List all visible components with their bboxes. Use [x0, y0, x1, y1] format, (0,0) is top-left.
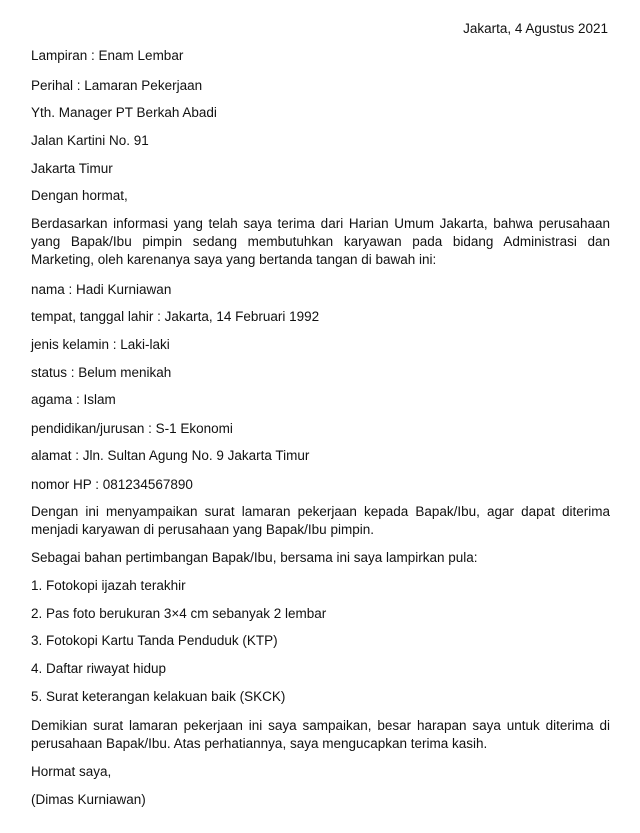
recipient-street: Jalan Kartini No. 91 — [31, 133, 149, 148]
attachment-item: 5. Surat keterangan kelakuan baik (SKCK) — [31, 689, 286, 704]
applicant-status: status : Belum menikah — [31, 365, 172, 380]
intro-paragraph: Berdasarkan informasi yang telah saya terima dari Harian Umum Jakarta, bahwa perusahaan yang Bapak/Ibu pimpin sedang membutuhkan karyawan pada bidang Administrasi dan Marketing, oleh karenanya saya yang bertanda tangan di bawah ini: — [31, 216, 610, 267]
applicant-alamat: alamat : Jln. Sultan Agung No. 9 Jakarta Timur — [31, 448, 310, 463]
perihal-line: Perihal : Lamaran Pekerjaan — [31, 78, 203, 93]
attachment-item: 3. Fotokopi Kartu Tanda Penduduk (KTP) — [31, 633, 278, 648]
lampiran-line: Lampiran : Enam Lembar — [31, 48, 184, 63]
attachment-item: 2. Pas foto berukuran 3×4 cm sebanyak 2 lembar — [31, 606, 327, 621]
attachments-intro: Sebagai bahan pertimbangan Bapak/Ibu, bersama ini saya lampirkan pula: — [31, 550, 478, 565]
recipient-city: Jakarta Timur — [31, 161, 113, 176]
applicant-hp: nomor HP : 081234567890 — [31, 477, 193, 492]
greeting: Dengan hormat, — [31, 188, 128, 203]
applicant-ttl: tempat, tanggal lahir : Jakarta, 14 Februari 1992 — [31, 309, 320, 324]
statement-paragraph: Dengan ini menyampaikan surat lamaran pekerjaan kepada Bapak/Ibu, agar dapat diterima menjadi karyawan di perusahaan yang Bapak/Ibu pimpin. — [31, 504, 610, 537]
attachment-item: 4. Daftar riwayat hidup — [31, 661, 167, 676]
sign-off: Hormat saya, — [31, 764, 112, 779]
applicant-pendidikan: pendidikan/jurusan : S-1 Ekonomi — [31, 421, 233, 436]
applicant-agama: agama : Islam — [31, 392, 116, 407]
applicant-nama: nama : Hadi Kurniawan — [31, 282, 172, 297]
signature-name: (Dimas Kurniawan) — [31, 792, 146, 807]
recipient-name: Yth. Manager PT Berkah Abadi — [31, 105, 217, 120]
date-line: Jakarta, 4 Agustus 2021 — [463, 21, 608, 36]
closing-paragraph: Demikian surat lamaran pekerjaan ini saya sampaikan, besar harapan saya untuk diterima di perusahaan Bapak/Ibu. Atas perhatiannya, saya mengucapkan terima kasih. — [31, 718, 610, 751]
applicant-jenis-kelamin: jenis kelamin : Laki-laki — [31, 337, 170, 352]
attachment-item: 1. Fotokopi ijazah terakhir — [31, 578, 186, 593]
